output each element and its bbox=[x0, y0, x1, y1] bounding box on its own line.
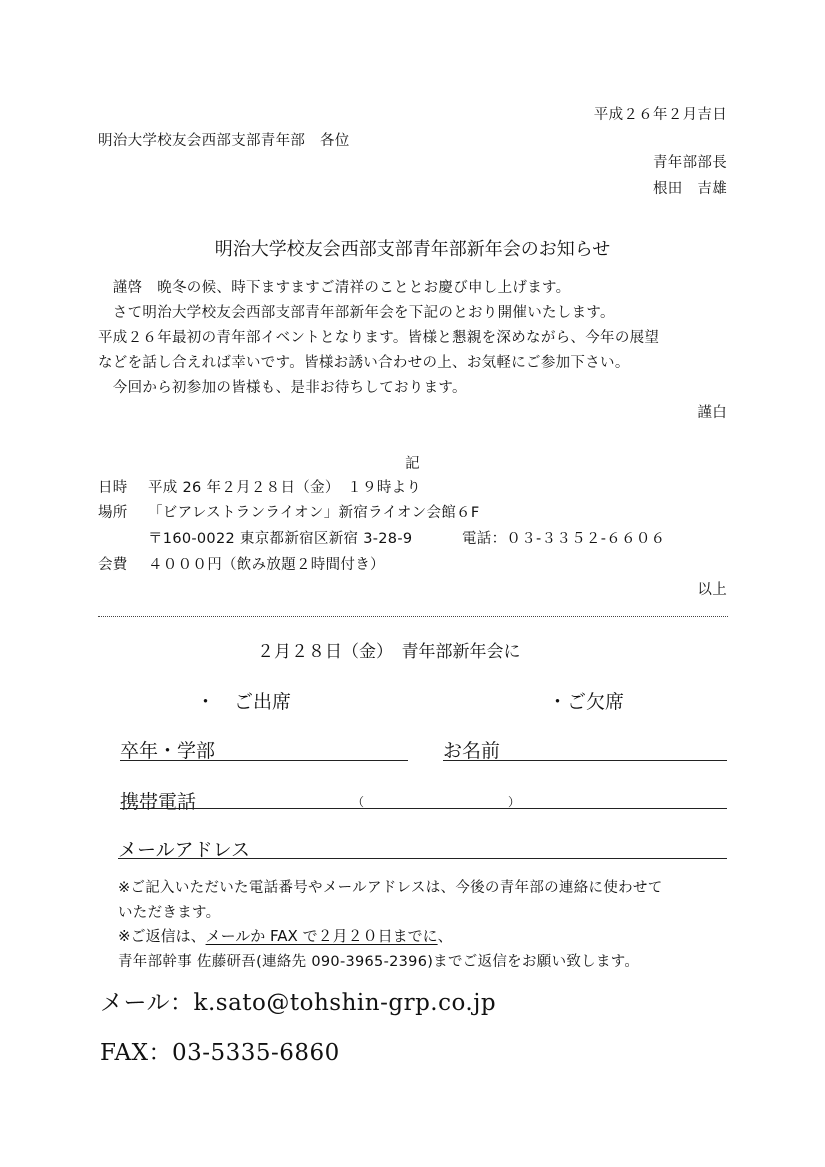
mobile-input-line[interactable] bbox=[120, 808, 727, 809]
fee-label: 会費 bbox=[98, 557, 128, 573]
note-2 bbox=[118, 925, 453, 946]
attend-option[interactable]: ・ ご出席 bbox=[196, 691, 292, 713]
paren-close: ） bbox=[508, 795, 521, 809]
sender-title: 青年部部長 bbox=[653, 155, 727, 171]
email-input-line[interactable] bbox=[118, 858, 727, 859]
body-line-2: さて明治大学校友会西部支部青年部新年会を下記のとおり開催いたします。 bbox=[98, 305, 615, 321]
ki-heading: 記 bbox=[405, 456, 420, 472]
email-label: メールアドレス bbox=[118, 839, 251, 861]
address: 〒160-0022 東京都新宿区新宿 3-28-9 bbox=[148, 531, 413, 547]
recipient: 明治大学校友会西部支部青年部 各位 bbox=[98, 133, 350, 149]
absent-option[interactable]: ・ご欠席 bbox=[548, 691, 625, 713]
datetime-label: 日時 bbox=[98, 480, 128, 496]
name-label: お名前 bbox=[443, 740, 501, 762]
fee-value: ４０００円（飲み放題２時間付き） bbox=[148, 557, 385, 573]
contact-email: メール：k.sato@tohshin-grp.co.jp bbox=[100, 990, 497, 1016]
body-line-1: 謹啓 晩冬の候、時下ますますご清祥のこととお慶び申し上げます。 bbox=[98, 280, 571, 296]
note-2-emphasis: メールか FAX で２月２０日までに bbox=[205, 927, 438, 945]
place-value: 「ビアレストランライオン」新宿ライオン会館６F bbox=[148, 505, 480, 521]
note-2-prefix: ※ご返信は、 bbox=[118, 927, 206, 945]
note-2-suffix: 、 bbox=[437, 927, 453, 945]
datetime-value: 平成 26 年２月２８日（金） １９時より bbox=[148, 480, 422, 496]
note-1a: ※ご記入いただいた電話番号やメールアドレスは、今後の青年部の連絡に使わせて bbox=[118, 880, 663, 896]
note-3: 青年部幹事 佐藤研吾(連絡先 090-3965-2396)までご返信をお願い致します。 bbox=[118, 954, 640, 970]
closing: 謹白 bbox=[697, 405, 727, 421]
cut-line-divider bbox=[98, 616, 728, 617]
date: 平成２６年２月吉日 bbox=[593, 107, 727, 123]
grad-input-line[interactable] bbox=[120, 760, 408, 761]
body-line-5: 今回から初参加の皆様も、是非お待ちしております。 bbox=[98, 380, 467, 396]
note-1b: いただきます。 bbox=[118, 905, 221, 921]
mobile-label: 携帯電話 bbox=[120, 791, 197, 813]
form-heading: ２月２８日（金） 青年部新年会に bbox=[257, 642, 521, 662]
paren-open: （ bbox=[352, 795, 365, 809]
ijou: 以上 bbox=[697, 582, 727, 598]
contact-fax: FAX：03-5335-6860 bbox=[100, 1040, 340, 1066]
body-line-3: 平成２６年最初の青年部イベントとなります。皆様と懇親を深めながら、今年の展望 bbox=[98, 330, 660, 346]
place-label: 場所 bbox=[98, 505, 128, 521]
page-title: 明治大学校友会西部支部青年部新年会のお知らせ bbox=[214, 239, 611, 260]
body-line-4: などを話し合えれば幸いです。皆様お誘い合わせの上、お気軽にご参加下さい。 bbox=[98, 355, 630, 371]
sender-name: 根田 吉雄 bbox=[653, 181, 727, 197]
name-input-line[interactable] bbox=[443, 760, 727, 761]
phone: 電話：０３-３３５２-６６０６ bbox=[462, 531, 666, 547]
grad-label: 卒年・学部 bbox=[120, 740, 216, 762]
